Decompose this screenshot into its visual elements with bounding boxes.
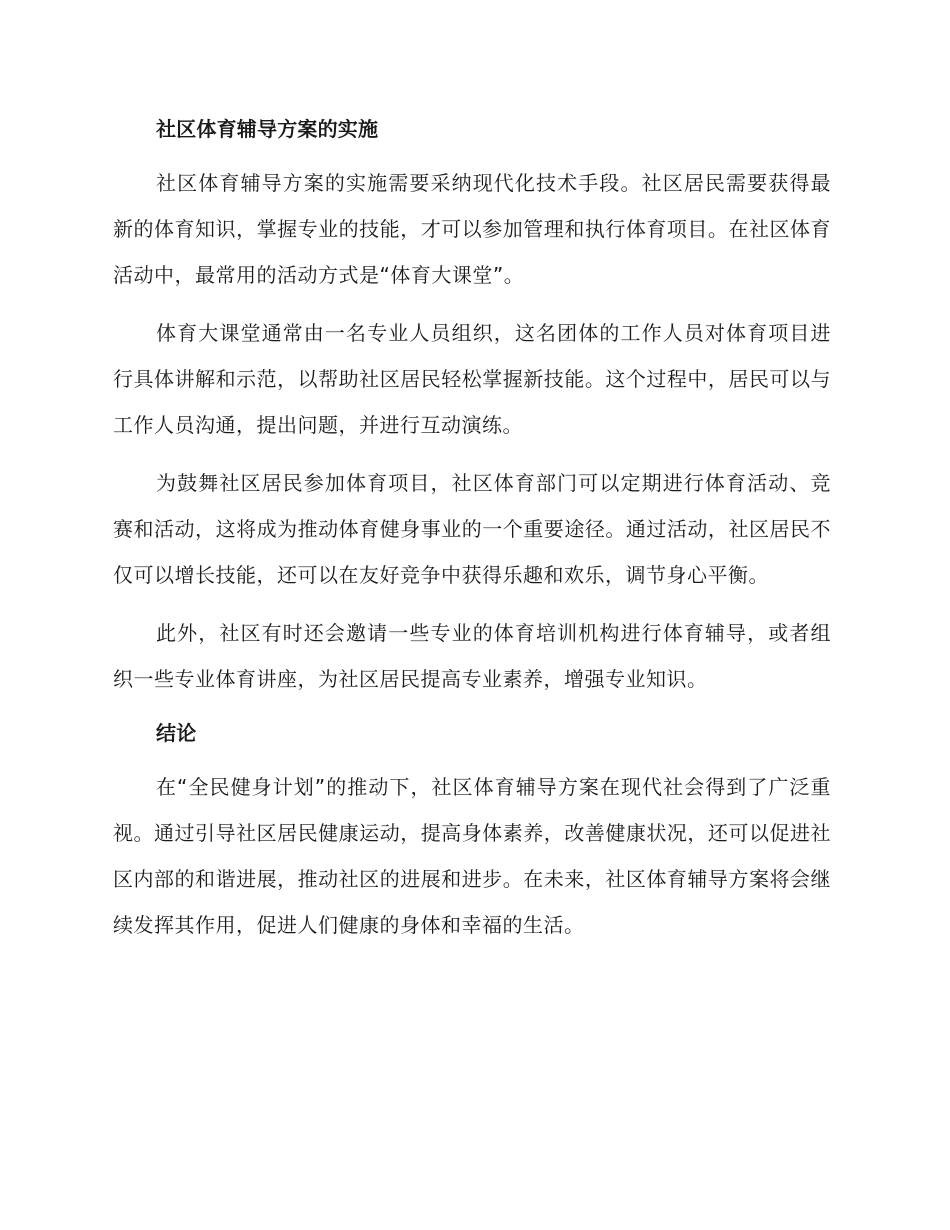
paragraph: 在“全民健身计划”的推动下，社区体育辅导方案在现代社会得到了广泛重视。通过引导社区居民健康运动，提高身体素养，改善健康状况，还可以促进社区内部的和谐进展，推动社区的进展和进步。在未来，社区体育辅导方案将会继续发挥其作用，促进人们健康的身体和幸福的生活。: [113, 775, 831, 937]
section-heading-implementation: 社区体育辅导方案的实施: [156, 117, 379, 141]
paragraph: 体育大课堂通常由一名专业人员组织，这名团体的工作人员对体育项目进行具体讲解和示范，以帮助社区居民轻松掌握新技能。这个过程中，居民可以与工作人员沟通，提出问题，并进行互动演练。: [113, 321, 831, 437]
paragraph: 此外，社区有时还会邀请一些专业的体育培训机构进行体育辅导，或者组织一些专业体育讲座，为社区居民提高专业素养，增强专业知识。: [113, 621, 831, 691]
document-page: [113, 110, 831, 960]
section-heading-conclusion: 结论: [156, 721, 197, 745]
paragraph: 社区体育辅导方案的实施需要采纳现代化技术手段。社区居民需要获得最新的体育知识，掌握专业的技能，才可以参加管理和执行体育项目。在社区体育活动中，最常用的活动方式是“体育大课堂”。: [113, 171, 831, 287]
paragraph: 为鼓舞社区居民参加体育项目，社区体育部门可以定期进行体育活动、竞赛和活动，这将成为推动体育健身事业的一个重要途径。通过活动，社区居民不仅可以增长技能，还可以在友好竞争中获得乐趣和欢乐，调节身心平衡。: [113, 471, 831, 587]
